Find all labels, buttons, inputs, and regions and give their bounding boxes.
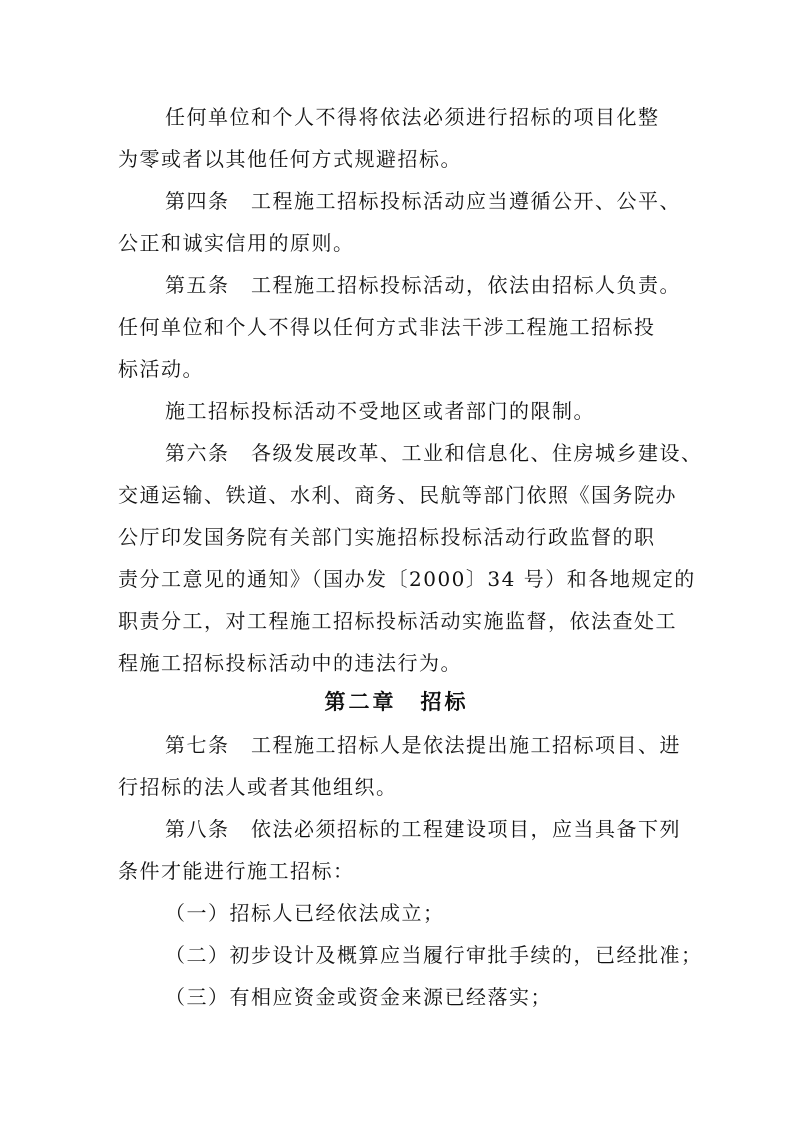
chapter-heading: 第二章 招标 bbox=[324, 690, 469, 714]
paragraph-line: 为零或者以其他任何方式规避招标。 bbox=[118, 147, 462, 171]
list-item-3: （三）有相应资金或资金来源已经落实； bbox=[165, 985, 552, 1009]
paragraph-line: 职责分工，对工程施工招标投标活动实施监督，依法查处工 bbox=[118, 609, 677, 633]
paragraph-line: 施工招标投标活动不受地区或者部门的限制。 bbox=[165, 399, 595, 423]
paragraph-line: 任何单位和个人不得以任何方式非法干涉工程施工招标投 bbox=[118, 315, 656, 339]
paragraph-line: 程施工招标投标活动中的违法行为。 bbox=[118, 651, 462, 675]
paragraph-line: 交通运输、铁道、水利、商务、民航等部门依照《国务院办 bbox=[118, 483, 677, 507]
paragraph-line: 标活动。 bbox=[118, 357, 204, 381]
paragraph-line: 行招标的法人或者其他组织。 bbox=[118, 775, 398, 799]
article-7-line: 第七条 工程施工招标人是依法提出施工招标项目、进 bbox=[165, 733, 681, 757]
paragraph-line: 公正和诚实信用的原则。 bbox=[118, 231, 355, 255]
article-8-line: 第八条 依法必须招标的工程建设项目，应当具备下列 bbox=[165, 817, 681, 841]
article-4-line: 第四条 工程施工招标投标活动应当遵循公开、公平、 bbox=[165, 189, 681, 213]
paragraph-line: 责分工意见的通知》（国办发〔2000〕34 号）和各地规定的 bbox=[118, 567, 696, 591]
article-6-line: 第六条 各级发展改革、工业和信息化、住房城乡建设、 bbox=[165, 441, 703, 465]
paragraph-line: 条件才能进行施工招标： bbox=[118, 859, 355, 883]
paragraph-line: 任何单位和个人不得将依法必须进行招标的项目化整 bbox=[165, 105, 660, 129]
article-5-line: 第五条 工程施工招标投标活动，依法由招标人负责。 bbox=[165, 273, 681, 297]
list-item-1: （一）招标人已经依法成立； bbox=[165, 901, 445, 925]
paragraph-line: 公厅印发国务院有关部门实施招标投标活动行政监督的职 bbox=[118, 525, 656, 549]
list-item-2: （二）初步设计及概算应当履行审批手续的，已经批准； bbox=[165, 943, 703, 967]
